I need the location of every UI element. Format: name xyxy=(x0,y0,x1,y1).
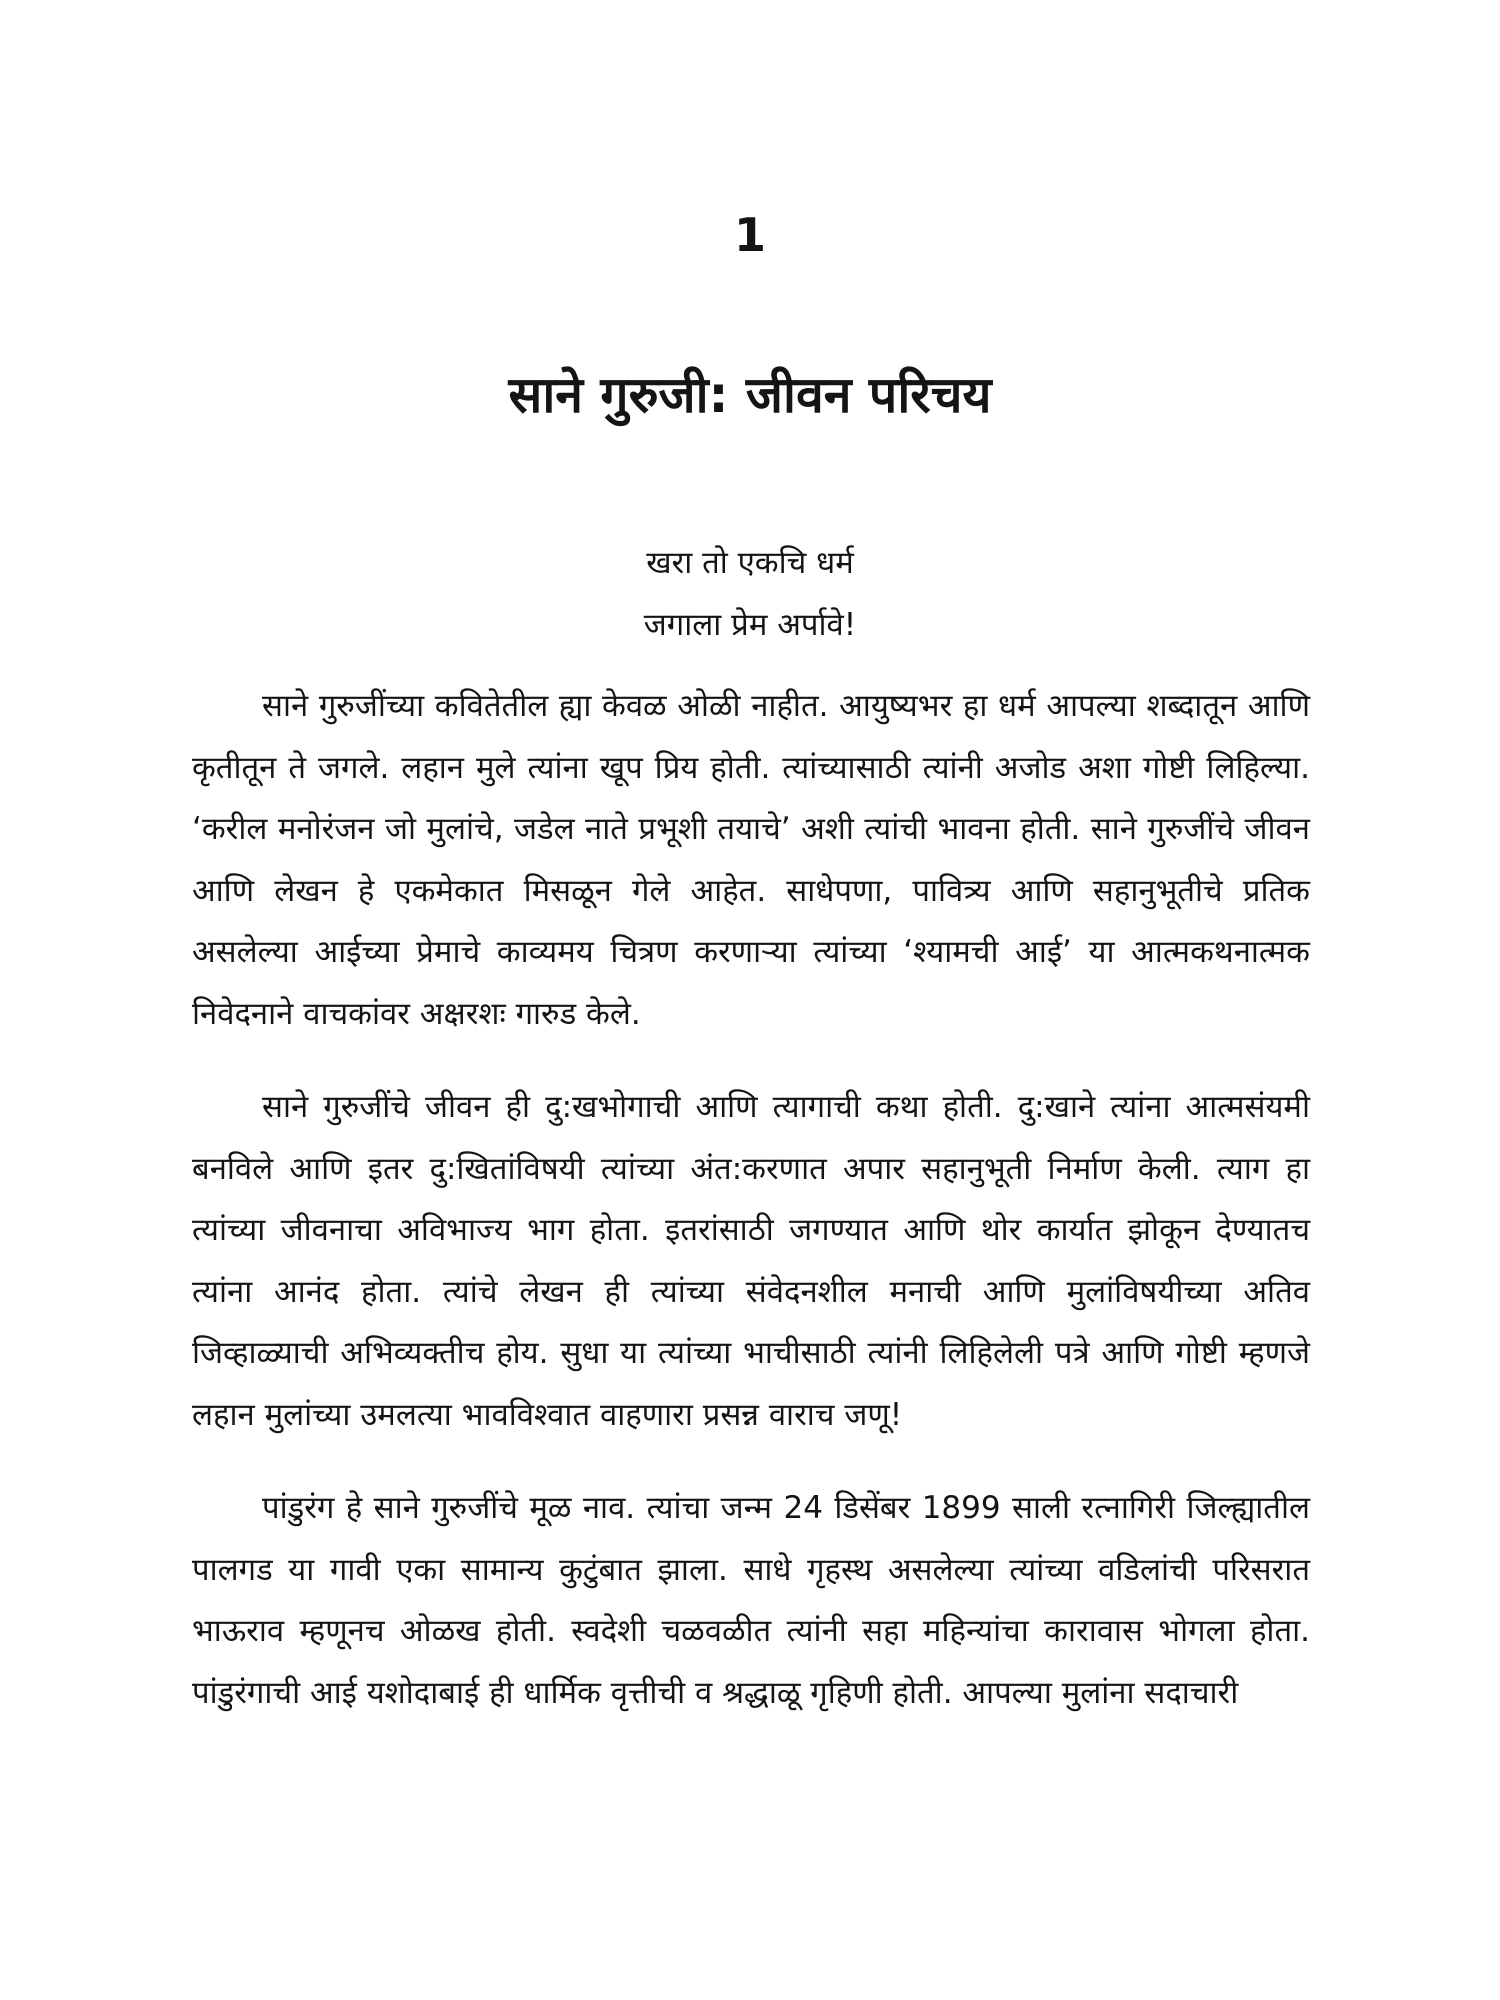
paragraph-3: पांडुरंग हे साने गुरुजींचे मूळ नाव. त्यांचा जन्म 24 डिसेंबर 1899 साली रत्नागिरी जिल्ह्यातील पालगड या गावी एका सामान्य कुटुंबात झाला. साधे गृहस्थ असलेल्या त्यांच्या वडिलांची परिसरात भाऊराव म्हणूनच ओळख होती. स्वदेशी चळवळीत त्यांनी सहा महिन्यांचा कारावास भोगला होता. पांडुरंगाची आई यशोदाबाई ही धार्मिक वृत्तीची व श्रद्धाळू गृहिणी होती. आपल्या मुलांना सदाचारी xyxy=(192,1490,1310,1711)
epigraph xyxy=(0,532,1500,656)
chapter-body xyxy=(192,676,1310,1756)
chapter-title: साने गुरुजी: जीवन परिचय xyxy=(508,366,992,424)
epigraph-line-1: खरा तो एकचि धर्म xyxy=(646,545,854,581)
epigraph-line-2: जगाला प्रेम अर्पावे! xyxy=(643,607,857,643)
chapter-number: 1 xyxy=(733,208,766,262)
paragraph-1: साने गुरुजींच्या कवितेतील ह्या केवळ ओळी नाहीत. आयुष्यभर हा धर्म आपल्या शब्दातून आणि कृतीतून ते जगले. लहान मुले त्यांना खूप प्रिय होती. त्यांच्यासाठी त्यांनी अजोड अशा गोष्टी लिहिल्या. ‘करील मनोरंजन जो मुलांचे, जडेल नाते प्रभूशी तयाचे’ अशी त्यांची भावना होती. साने गुरुजींचे जीवन आणि लेखन हे एकमेकात मिसळून गेले आहेत. साधेपणा, पावित्र्य आणि सहानुभूतीचे प्रतिक असलेल्या आईच्या प्रेमाचे काव्यमय चित्रण करणाऱ्या त्यांच्या ‘श्यामची आई’ या आत्मकथनात्मक निवेदनाने वाचकांवर अक्षरशः गारुड केले. xyxy=(192,688,1310,1032)
paragraph-2: साने गुरुजींचे जीवन ही दु:खभोगाची आणि त्यागाची कथा होती. दु:खाने त्यांना आत्मसंयमी बनविले आणि इतर दु:खितांविषयी त्यांच्या अंत:करणात अपार सहानुभूती निर्माण केली. त्याग हा त्यांच्या जीवनाचा अविभाज्य भाग होता. इतरांसाठी जगण्यात आणि थोर कार्यात झोकून देण्यातच त्यांना आनंद होता. त्यांचे लेखन ही त्यांच्या संवेदनशील मनाची आणि मुलांविषयीच्या अतिव जिव्हाळ्याची अभिव्यक्तीच होय. सुधा या त्यांच्या भाचीसाठी त्यांनी लिहिलेली पत्रे आणि गोष्टी म्हणजे लहान मुलांच्या उमलत्या भावविश्वात वाहणारा प्रसन्न वाराच जणू! xyxy=(192,1089,1310,1433)
